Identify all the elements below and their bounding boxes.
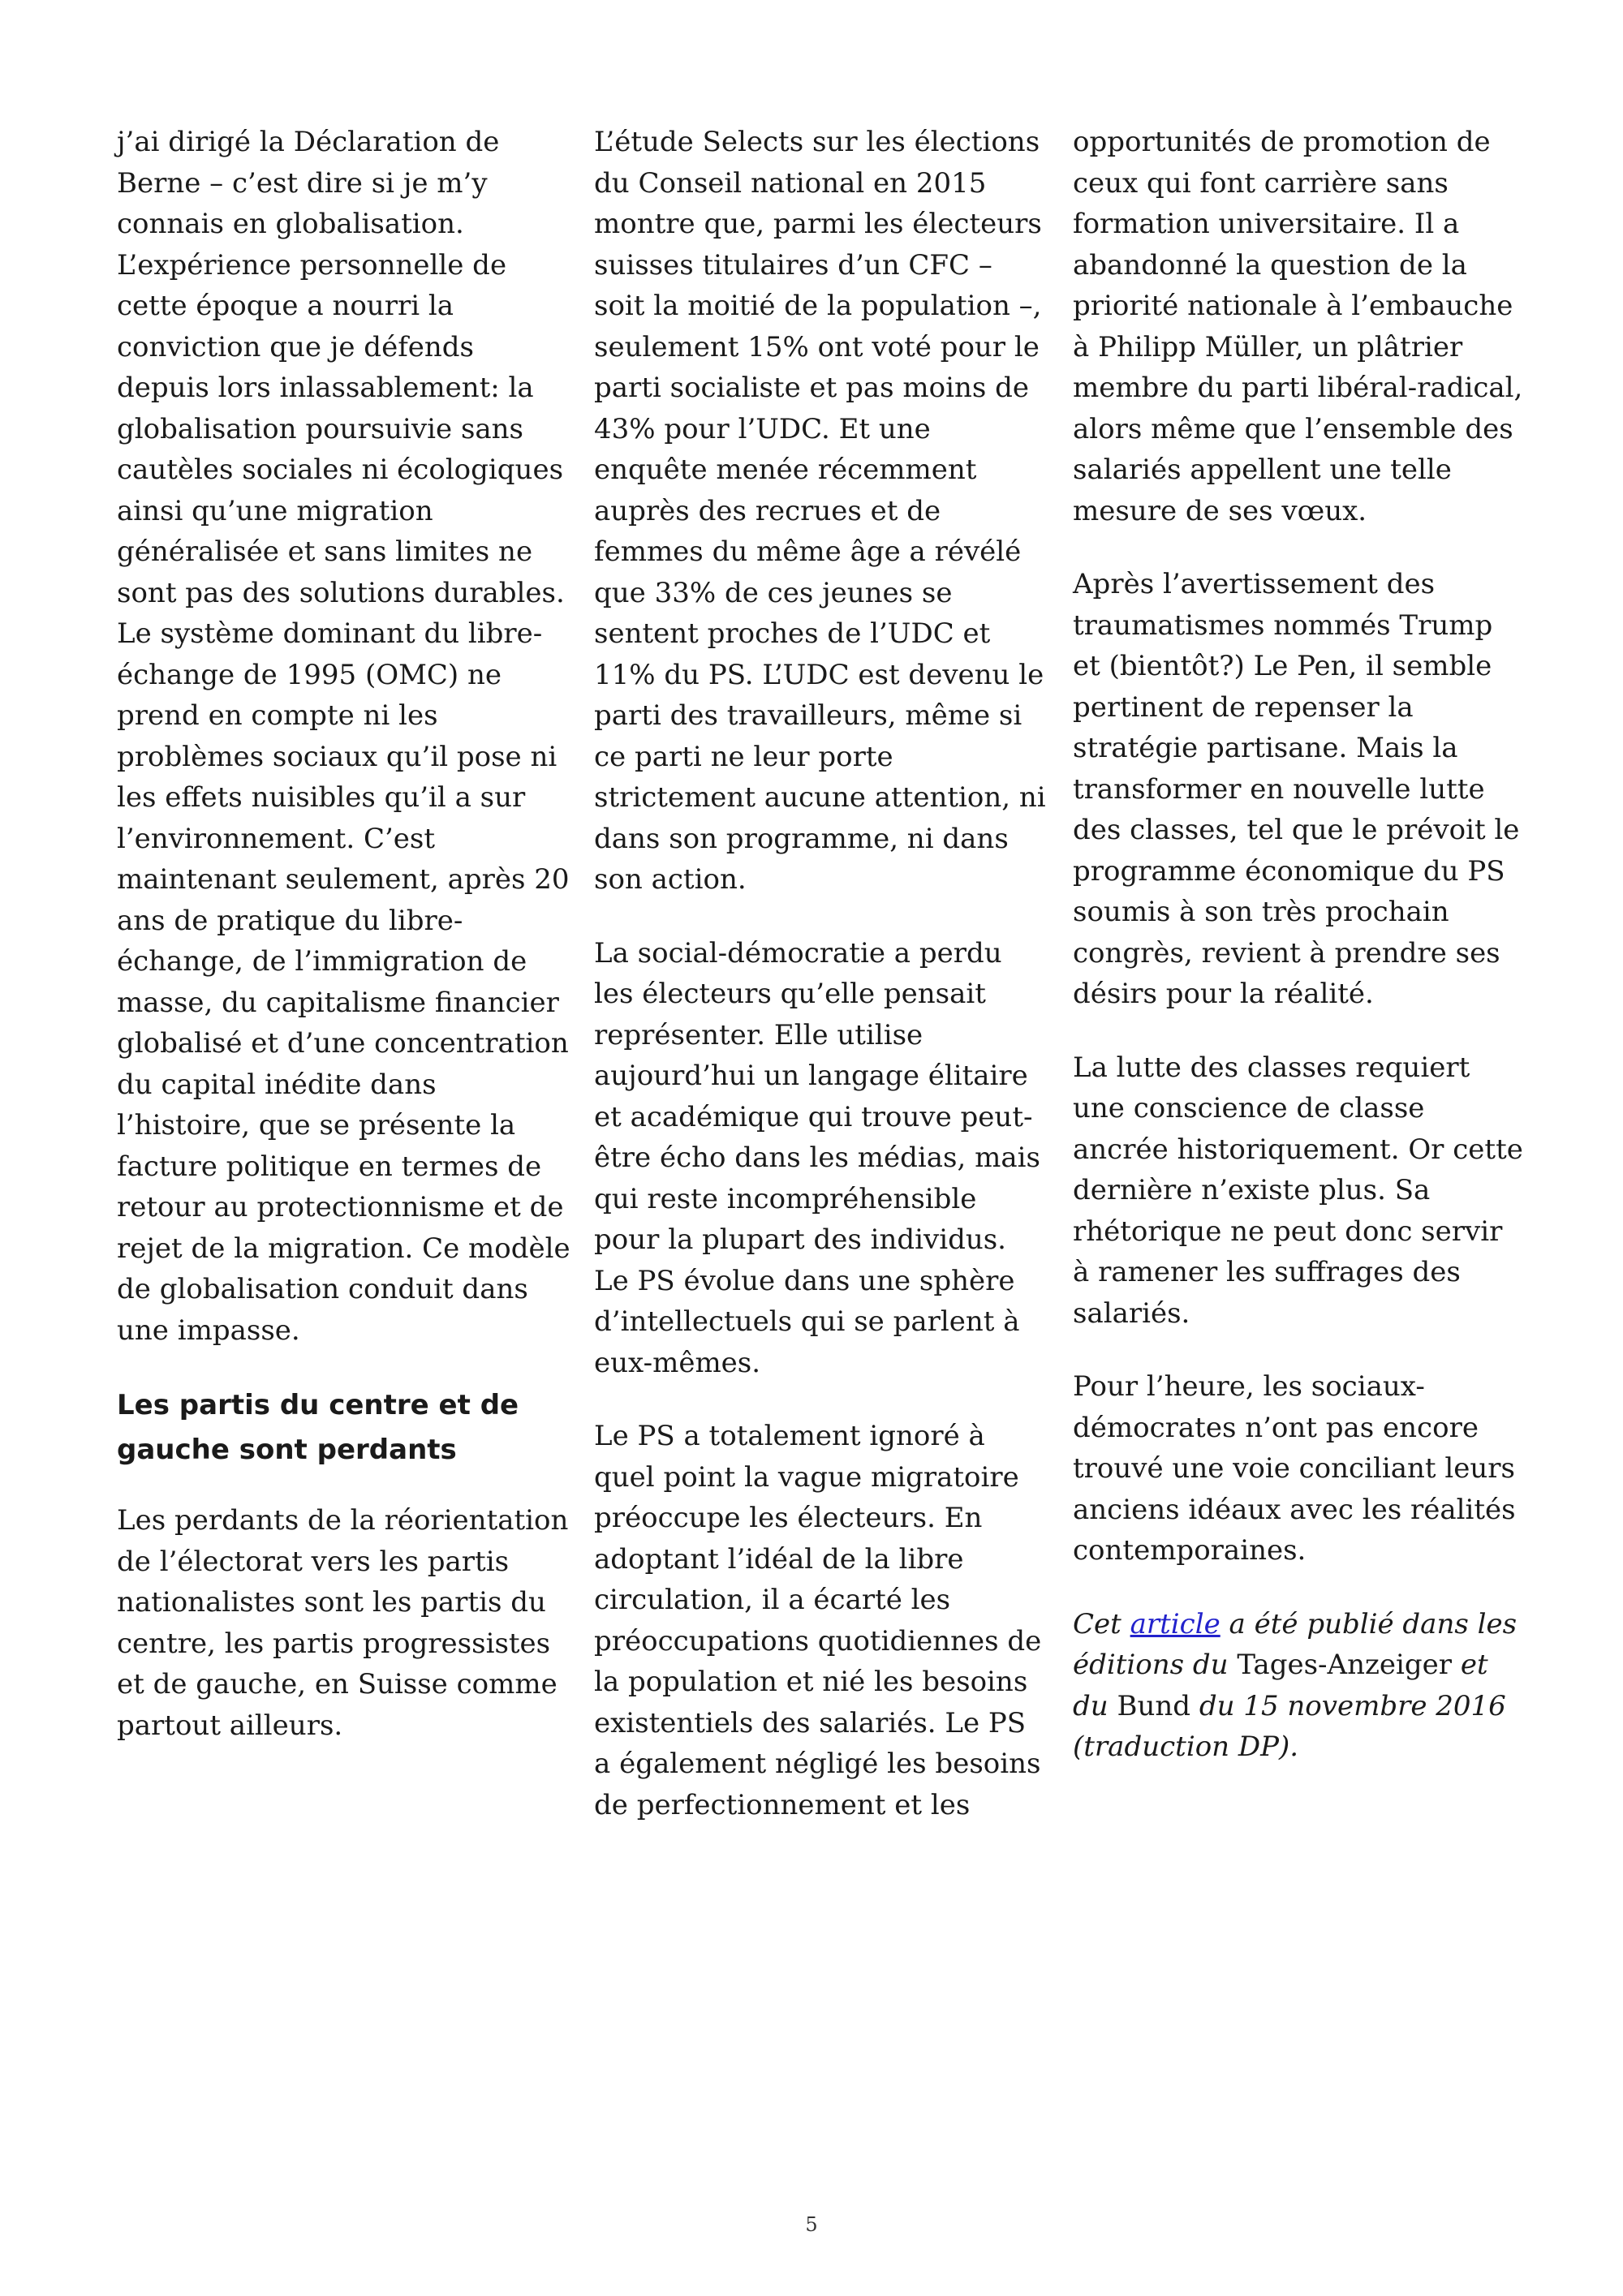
column-left — [117, 122, 571, 1746]
column-middle — [594, 122, 1048, 1825]
credit-text: et du — [1073, 1649, 1488, 1722]
paragraph: L’étude Selects sur les élections du Conseil national en 2015 montre que, parmi les électeurs suisses titulaires d’un CFC – soit la moitié de la population –, seulement 15% ont voté pour le parti socialiste et pas moins de 43% pour l’UDC. Et une enquête menée récemment auprès des recrues et de femmes du même âge a révélé que 33% de ces jeunes se sentent proches de l’UDC et 11% du PS. L’UDC est devenu le parti des travailleurs, même si ce parti ne leur porte strictement aucune attention, ni dans son programme, ni dans son action. — [594, 126, 1046, 896]
paragraph: Après l’avertissement des traumatismes nommés Trump et (bientôt?) Le Pen, il semble pertinent de repenser la stratégie partisane. Mais la transformer en nouvelle lutte des classes, tel que le prévoit le programme économique du PS soumis à son très prochain congrès, revient à prendre ses désirs pour la réalité. — [1073, 568, 1520, 1010]
paragraph: Pour l’heure, les sociaux-démocrates n’ont pas encore trouvé une voie conciliant leurs anciens idéaux avec les réalités contemporaines. — [1073, 1370, 1516, 1567]
page-number: 5 — [805, 2213, 818, 2236]
article-link[interactable]: article — [1130, 1607, 1220, 1640]
credit-text: a été publié dans les éditions du — [1073, 1607, 1518, 1681]
paragraph: Les perdants de la réorientation de l’électorat vers les partis nationalistes sont les partis du centre, les partis progressistes et de gauche, en Suisse comme partout ailleurs. — [117, 1504, 569, 1742]
column-right — [1073, 122, 1527, 1768]
publication-credit — [1073, 1604, 1527, 1768]
paragraph: opportunités de promotion de ceux qui font carrière sans formation universitaire. Il a abandonné la question de la priorité nationale à l’embauche à Philipp Müller, un plâtrier membre du parti libéral-radical, alors même que l’ensemble des salariés appellent une telle mesure de ses vœux. — [1073, 126, 1523, 527]
credit-suffix: du 15 novembre 2016 (traduction DP). — [1073, 1689, 1506, 1763]
paragraph: La social-démocratie a perdu les électeurs qu’elle pensait représenter. Elle utilise aujourd’hui un langage élitaire et académique qui trouve peut-être écho dans les médias, mais qui reste incompréhensible pour la plupart des individus. Le PS évolue dans une sphère d’intellectuels qui se parlent à eux-mêmes. — [594, 936, 1040, 1379]
newspaper-name: Tages-Anzeiger — [1237, 1649, 1453, 1681]
paragraph: La lutte des classes requiert une conscience de classe ancrée historiquement. Or cette dernière n’existe plus. Sa rhétorique ne peut donc servir à ramener les suffrages des salariés. — [1073, 1051, 1523, 1330]
newspaper-name: Bund — [1117, 1689, 1191, 1722]
paragraph: j’ai dirigé la Déclaration de Berne – c’est dire si je m’y connais en globalisation. L’expérience personnelle de cette époque a nourri la conviction que je défends depuis lors inlassablement: la globalisation poursuivie sans cautèles sociales ni écologiques ainsi qu’une migration généralisée et sans limites ne sont pas des solutions durables. Le système dominant du libre-échange de 1995 (OMC) ne prend en compte ni les problèmes sociaux qu’il pose ni les effets nuisibles qu’il a sur l’environnement. C’est maintenant seulement, après 20 ans de pratique du libre-échange, de l’immigration de masse, du capitalisme financier globalisé et d’une concentration du capital inédite dans l’histoire, que se présente la facture politique en termes de retour au protectionnisme et de rejet de la migration. Ce modèle de globalisation conduit dans une impasse. — [117, 126, 570, 1347]
credit-prefix: Cet — [1073, 1607, 1130, 1640]
section-heading: Les partis du centre et de gauche sont perdants — [117, 1389, 519, 1466]
paragraph: Le PS a totalement ignoré à quel point la vague migratoire préoccupe les électeurs. En adoptant l’idéal de la libre circulation, il a écarté les préoccupations quotidiennes de la population et nié les besoins existentiels des salariés. Le PS a également négligé les besoins de perfectionnement et les — [594, 1420, 1042, 1821]
